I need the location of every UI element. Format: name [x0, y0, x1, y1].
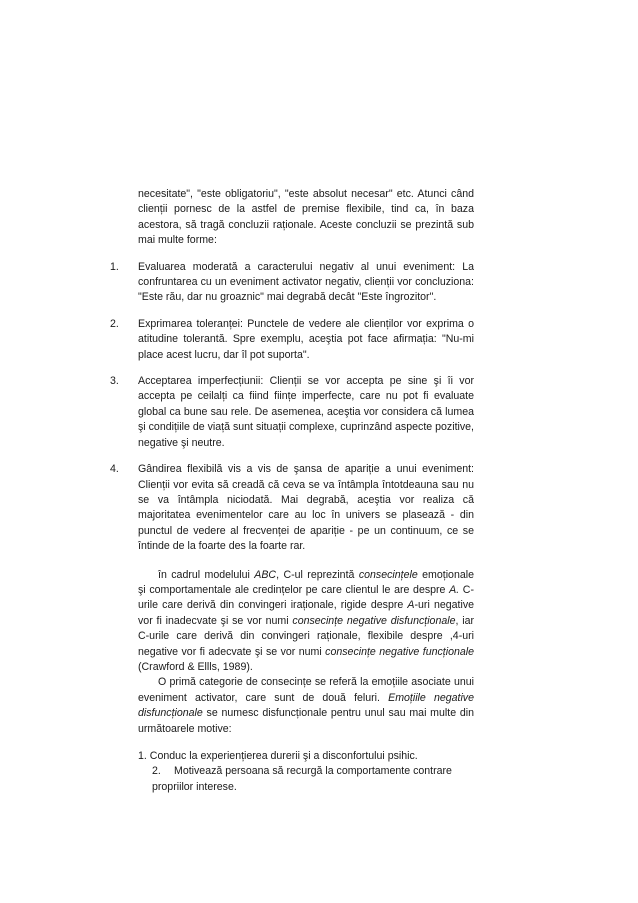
intro-paragraph: necesitate", "este obligatoriu", "este absolut necesar" etc. Atunci când clienții pornesc de la astfel de premise flexibile, tind ca, în baza acestora, să tragă concluzii raționale. Aceste concluzii se prezintă sub mai multe forme:: [138, 188, 474, 247]
text-run: -uri negative vor fi inadecvate şi se vor numi: [138, 599, 475, 627]
italic-run: consecințe negative funcționale: [325, 645, 475, 658]
text-run: , C-ul reprezintă: [276, 568, 359, 581]
motives-list: [110, 749, 474, 795]
list-number: 2.: [152, 765, 161, 778]
list-text: Gândirea flexibilă vis a vis de şansa de apariție a unui eveniment: Clienții vor evita să creadă că ceva se va întâmpla întotdeauna sau nu se va întâmpla niciodată. Mai degrabă, aceştia vor realiza că majoritatea evenimentelor care au loc în univers se plasează - din punctul de vedere al frecvenței de apariție - pe un continuum, ce se întinde de la foarte des la foarte rar.: [138, 463, 474, 553]
italic-run: A.: [449, 583, 460, 596]
list-text: Acceptarea imperfecțiunii: Clienții se vor accepta pe sine şi îi vor accepta pe ceilalți ca fiind ființe imperfecte, care nu pot fi evaluate global ca bune sau rele. De asemenea, aceştia vor considera că lumea şi condițiile de viață sunt situații complexe, cuprinzând aspecte pozitive, negative şi neutre.: [138, 375, 474, 449]
list-item: [138, 764, 474, 795]
text-run: se numesc disfuncționale pentru unul sau mai multe din următoarele motive:: [138, 707, 474, 735]
italic-run: Emoțiile negative disfuncționale: [138, 691, 474, 720]
list-item: [110, 260, 474, 306]
list-item: [110, 462, 474, 554]
abc-model-paragraph: [110, 568, 474, 676]
italic-run: ABC: [254, 568, 277, 581]
text-run: , iar C-urile care derivă din convingeri raționale, flexibile despre ,4-uri negative vor fi adecvate şi se vor numi: [138, 614, 475, 658]
emotions-paragraph: [110, 675, 474, 737]
list-number: 1.: [138, 750, 147, 762]
text-run: C-urile care derivă din convingeri iraționale, rigide despre: [138, 583, 474, 612]
text-run: O primă categorie de consecințe se referă la emoțiile asociate unui eveniment activator, care sunt de două feluri.: [138, 676, 474, 704]
rational-conclusions-list: [110, 260, 474, 555]
list-number: 2.: [110, 317, 119, 330]
list-text: Exprimarea toleranței: Punctele de vedere ale clienților vor exprima o atitudine tolerantă. Spre exemplu, aceştia pot face afirmația: "Nu-mi place acest lucru, dar îl pot suporta".: [138, 317, 474, 361]
text-run: (Crawford & Ellls, 1989).: [138, 660, 253, 673]
text-run: în cadrul modelului: [158, 568, 255, 581]
list-item: [110, 374, 474, 451]
italic-run: A: [407, 599, 415, 612]
list-text: Evaluarea moderată a caracterului negativ al unui eveniment: La confruntarea cu un eveniment activator negativ, clienții vor concluziona: "Este rău, dar nu groaznic" mai degrabă decât "Este îngrozitor".: [138, 260, 474, 304]
list-number: 4.: [110, 463, 119, 476]
list-text: Motivează persoana să recurgă la comportamente contrare propriilor interese.: [152, 765, 452, 793]
list-item: [110, 317, 474, 363]
list-number: 3.: [110, 375, 119, 388]
list-text: Conduc la experiențierea durerii şi a disconfortului psihic.: [149, 750, 418, 762]
italic-run: consecințele: [358, 568, 418, 581]
italic-run: consecințe negative disfuncționale: [292, 614, 456, 627]
page-content: [110, 187, 474, 795]
text-run: emoționale şi comportamentale ale credințelor pe care clientul le are despre: [138, 568, 474, 596]
list-number: 1.: [110, 260, 119, 273]
list-item: [138, 749, 474, 764]
